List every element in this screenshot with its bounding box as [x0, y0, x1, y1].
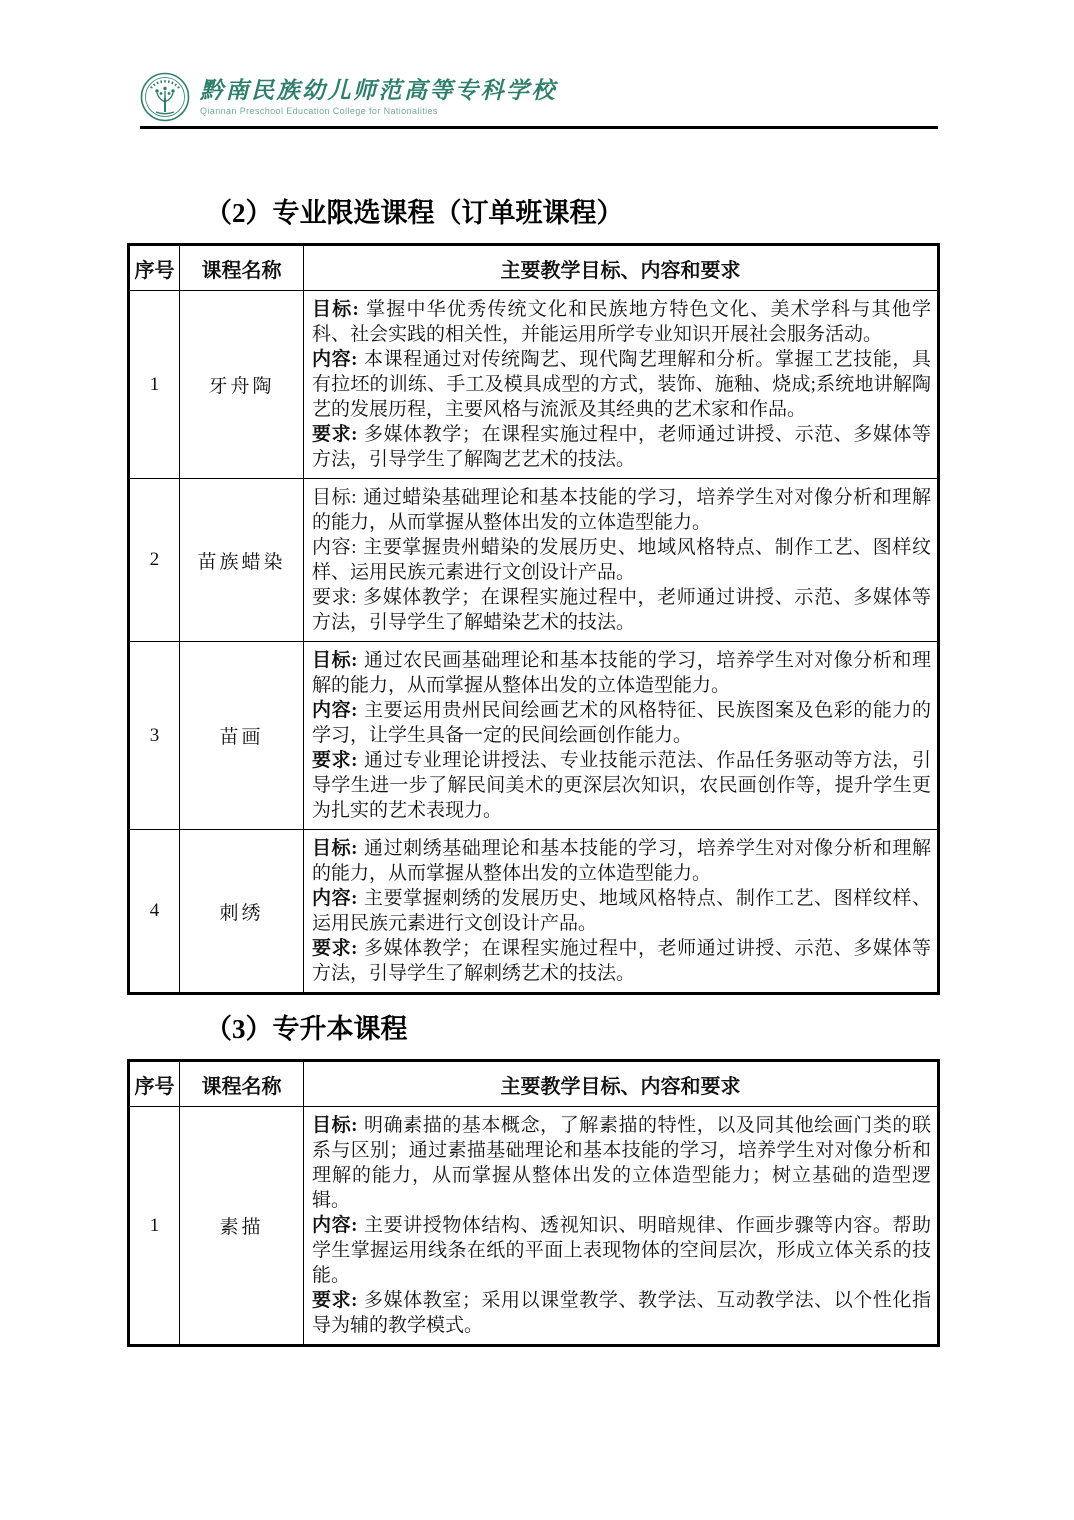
column-header-course: 课程名称 [180, 245, 304, 291]
detail-label: 要求: [312, 938, 358, 959]
detail-label: 要求: [312, 750, 358, 771]
detail-goal [312, 1113, 931, 1213]
detail-text: 主要掌握刺绣的发展历史、地域风格特点、制作工艺、图样纹样、运用民族元素进行文创设计产品。 [312, 888, 931, 934]
logo-row [140, 72, 940, 122]
table-row [129, 291, 939, 479]
detail-content [312, 886, 931, 936]
detail-label: 内容: [312, 700, 358, 721]
detail-label: 目标: [312, 650, 358, 671]
detail-content [312, 347, 931, 422]
detail-text: 通过农民画基础理论和基本技能的学习，培养学生对对像分析和理解的能力，从而掌握从整体出发的立体造型能力。 [312, 650, 931, 696]
detail-content [312, 1213, 931, 1288]
row-number: 2 [129, 479, 180, 642]
detail-text: 主要掌握贵州蜡染的发展历史、地域风格特点、制作工艺、图样纹样、运用民族元素进行文创设计产品。 [312, 537, 931, 583]
detail-goal [312, 297, 931, 347]
detail-requirement [312, 936, 931, 986]
detail-label: 要求: [312, 424, 358, 445]
detail-goal [312, 836, 931, 886]
detail-text: 通过专业理论讲授法、专业技能示范法、作品任务驱动等方法，引导学生进一步了解民间美术的更深层次知识，农民画创作等，提升学生更为扎实的艺术表现力。 [312, 750, 931, 821]
course-table-restricted-electives [127, 243, 940, 995]
detail-goal [312, 485, 931, 535]
row-number: 4 [129, 830, 180, 994]
detail-text: 多媒体教室；采用以课堂教学、教学法、互动教学法、以个性化指导为辅的教学模式。 [312, 1290, 931, 1336]
course-name: 苗族蜡染 [180, 479, 304, 642]
header-divider [140, 126, 938, 129]
school-name-cn: 黔南民族幼儿师范高等专科学校 [200, 78, 557, 103]
detail-requirement [312, 585, 931, 635]
detail-content [312, 535, 931, 585]
course-table-upgrade [127, 1059, 940, 1347]
row-number: 1 [129, 1107, 180, 1346]
course-details [304, 291, 939, 479]
table-row [129, 642, 939, 830]
detail-text: 通过刺绣基础理论和基本技能的学习，培养学生对对像分析和理解的能力，从而掌握从整体出发的立体造型能力。 [312, 838, 931, 884]
detail-requirement [312, 422, 931, 472]
detail-text: 多媒体教学；在课程实施过程中，老师通过讲授、示范、多媒体等方法，引导学生了解刺绣艺术的技法。 [312, 938, 931, 984]
course-details [304, 642, 939, 830]
course-name: 牙舟陶 [180, 291, 304, 479]
column-header-no: 序号 [129, 245, 180, 291]
detail-text: 明确素描的基本概念，了解素描的特性，以及同其他绘画门类的联系与区别；通过素描基础理论和基本技能的学习，培养学生对对像分析和理解的能力，从而掌握从整体出发的立体造型能力；树立基础的造型逻辑。 [312, 1115, 931, 1211]
section-heading: （3）专升本课程 [205, 1014, 408, 1044]
table-header-row [129, 1061, 939, 1107]
section-upgrade-courses [127, 1012, 940, 1347]
detail-content [312, 698, 931, 748]
document-body [127, 196, 940, 1347]
course-details [304, 479, 939, 642]
detail-goal [312, 648, 931, 698]
table-row [129, 830, 939, 994]
column-header-details: 主要教学目标、内容和要求 [304, 245, 939, 291]
detail-text: 主要讲授物体结构、透视知识、明暗规律、作画步骤等内容。帮助学生掌握运用线条在纸的平面上表现物体的空间层次，形成立体关系的技能。 [312, 1215, 931, 1286]
detail-text: 通过蜡染基础理论和基本技能的学习，培养学生对对像分析和理解的能力，从而掌握从整体出发的立体造型能力。 [312, 487, 931, 533]
detail-label: 要求: [312, 1290, 358, 1311]
detail-text: 主要运用贵州民间绘画艺术的风格特征、民族图案及色彩的能力的学习，让学生具备一定的民间绘画创作能力。 [312, 700, 931, 746]
detail-label: 目标: [312, 838, 358, 859]
column-header-no: 序号 [129, 1061, 180, 1107]
course-name: 素描 [180, 1107, 304, 1346]
detail-label: 要求: [312, 587, 357, 608]
detail-label: 内容: [312, 888, 358, 909]
detail-label: 目标: [312, 1115, 358, 1136]
column-header-details: 主要教学目标、内容和要求 [304, 1061, 939, 1107]
detail-label: 内容: [312, 537, 357, 558]
section-heading: （2）专业限选课程（订单班课程） [205, 198, 624, 228]
letterhead [140, 72, 940, 122]
detail-label: 内容: [312, 1215, 358, 1236]
detail-text: 多媒体教学；在课程实施过程中，老师通过讲授、示范、多媒体等方法，引导学生了解蜡染艺术的技法。 [312, 587, 931, 633]
row-number: 1 [129, 291, 180, 479]
table-row [129, 1107, 939, 1346]
detail-label: 目标: [312, 299, 359, 320]
column-header-course: 课程名称 [180, 1061, 304, 1107]
detail-label: 目标: [312, 487, 357, 508]
table-header-row [129, 245, 939, 291]
course-details [304, 830, 939, 994]
detail-text: 掌握中华优秀传统文化和民族地方特色文化、美术学科与其他学科、社会实践的相关性，并能运用所学专业知识开展社会服务活动。 [312, 299, 931, 345]
detail-text: 本课程通过对传统陶艺、现代陶艺理解和分析。掌握工艺技能，具有拉坯的训练、手工及模具成型的方式，装饰、施釉、烧成;系统地讲解陶艺的发展历程，主要风格与流派及其经典的艺术家和作品。 [312, 349, 931, 420]
course-name: 刺绣 [180, 830, 304, 994]
course-name: 苗画 [180, 642, 304, 830]
table-row [129, 479, 939, 642]
detail-requirement [312, 748, 931, 823]
school-name-en: Qiannan Preschool Education College for Nationalities [200, 106, 438, 116]
detail-label: 内容: [312, 349, 358, 370]
section-restricted-electives [127, 196, 940, 995]
detail-text: 多媒体教学；在课程实施过程中，老师通过讲授、示范、多媒体等方法，引导学生了解陶艺艺术的技法。 [312, 424, 931, 470]
school-seal-icon [140, 72, 190, 122]
detail-requirement [312, 1288, 931, 1338]
course-details [304, 1107, 939, 1346]
school-name-block [200, 78, 557, 116]
row-number: 3 [129, 642, 180, 830]
